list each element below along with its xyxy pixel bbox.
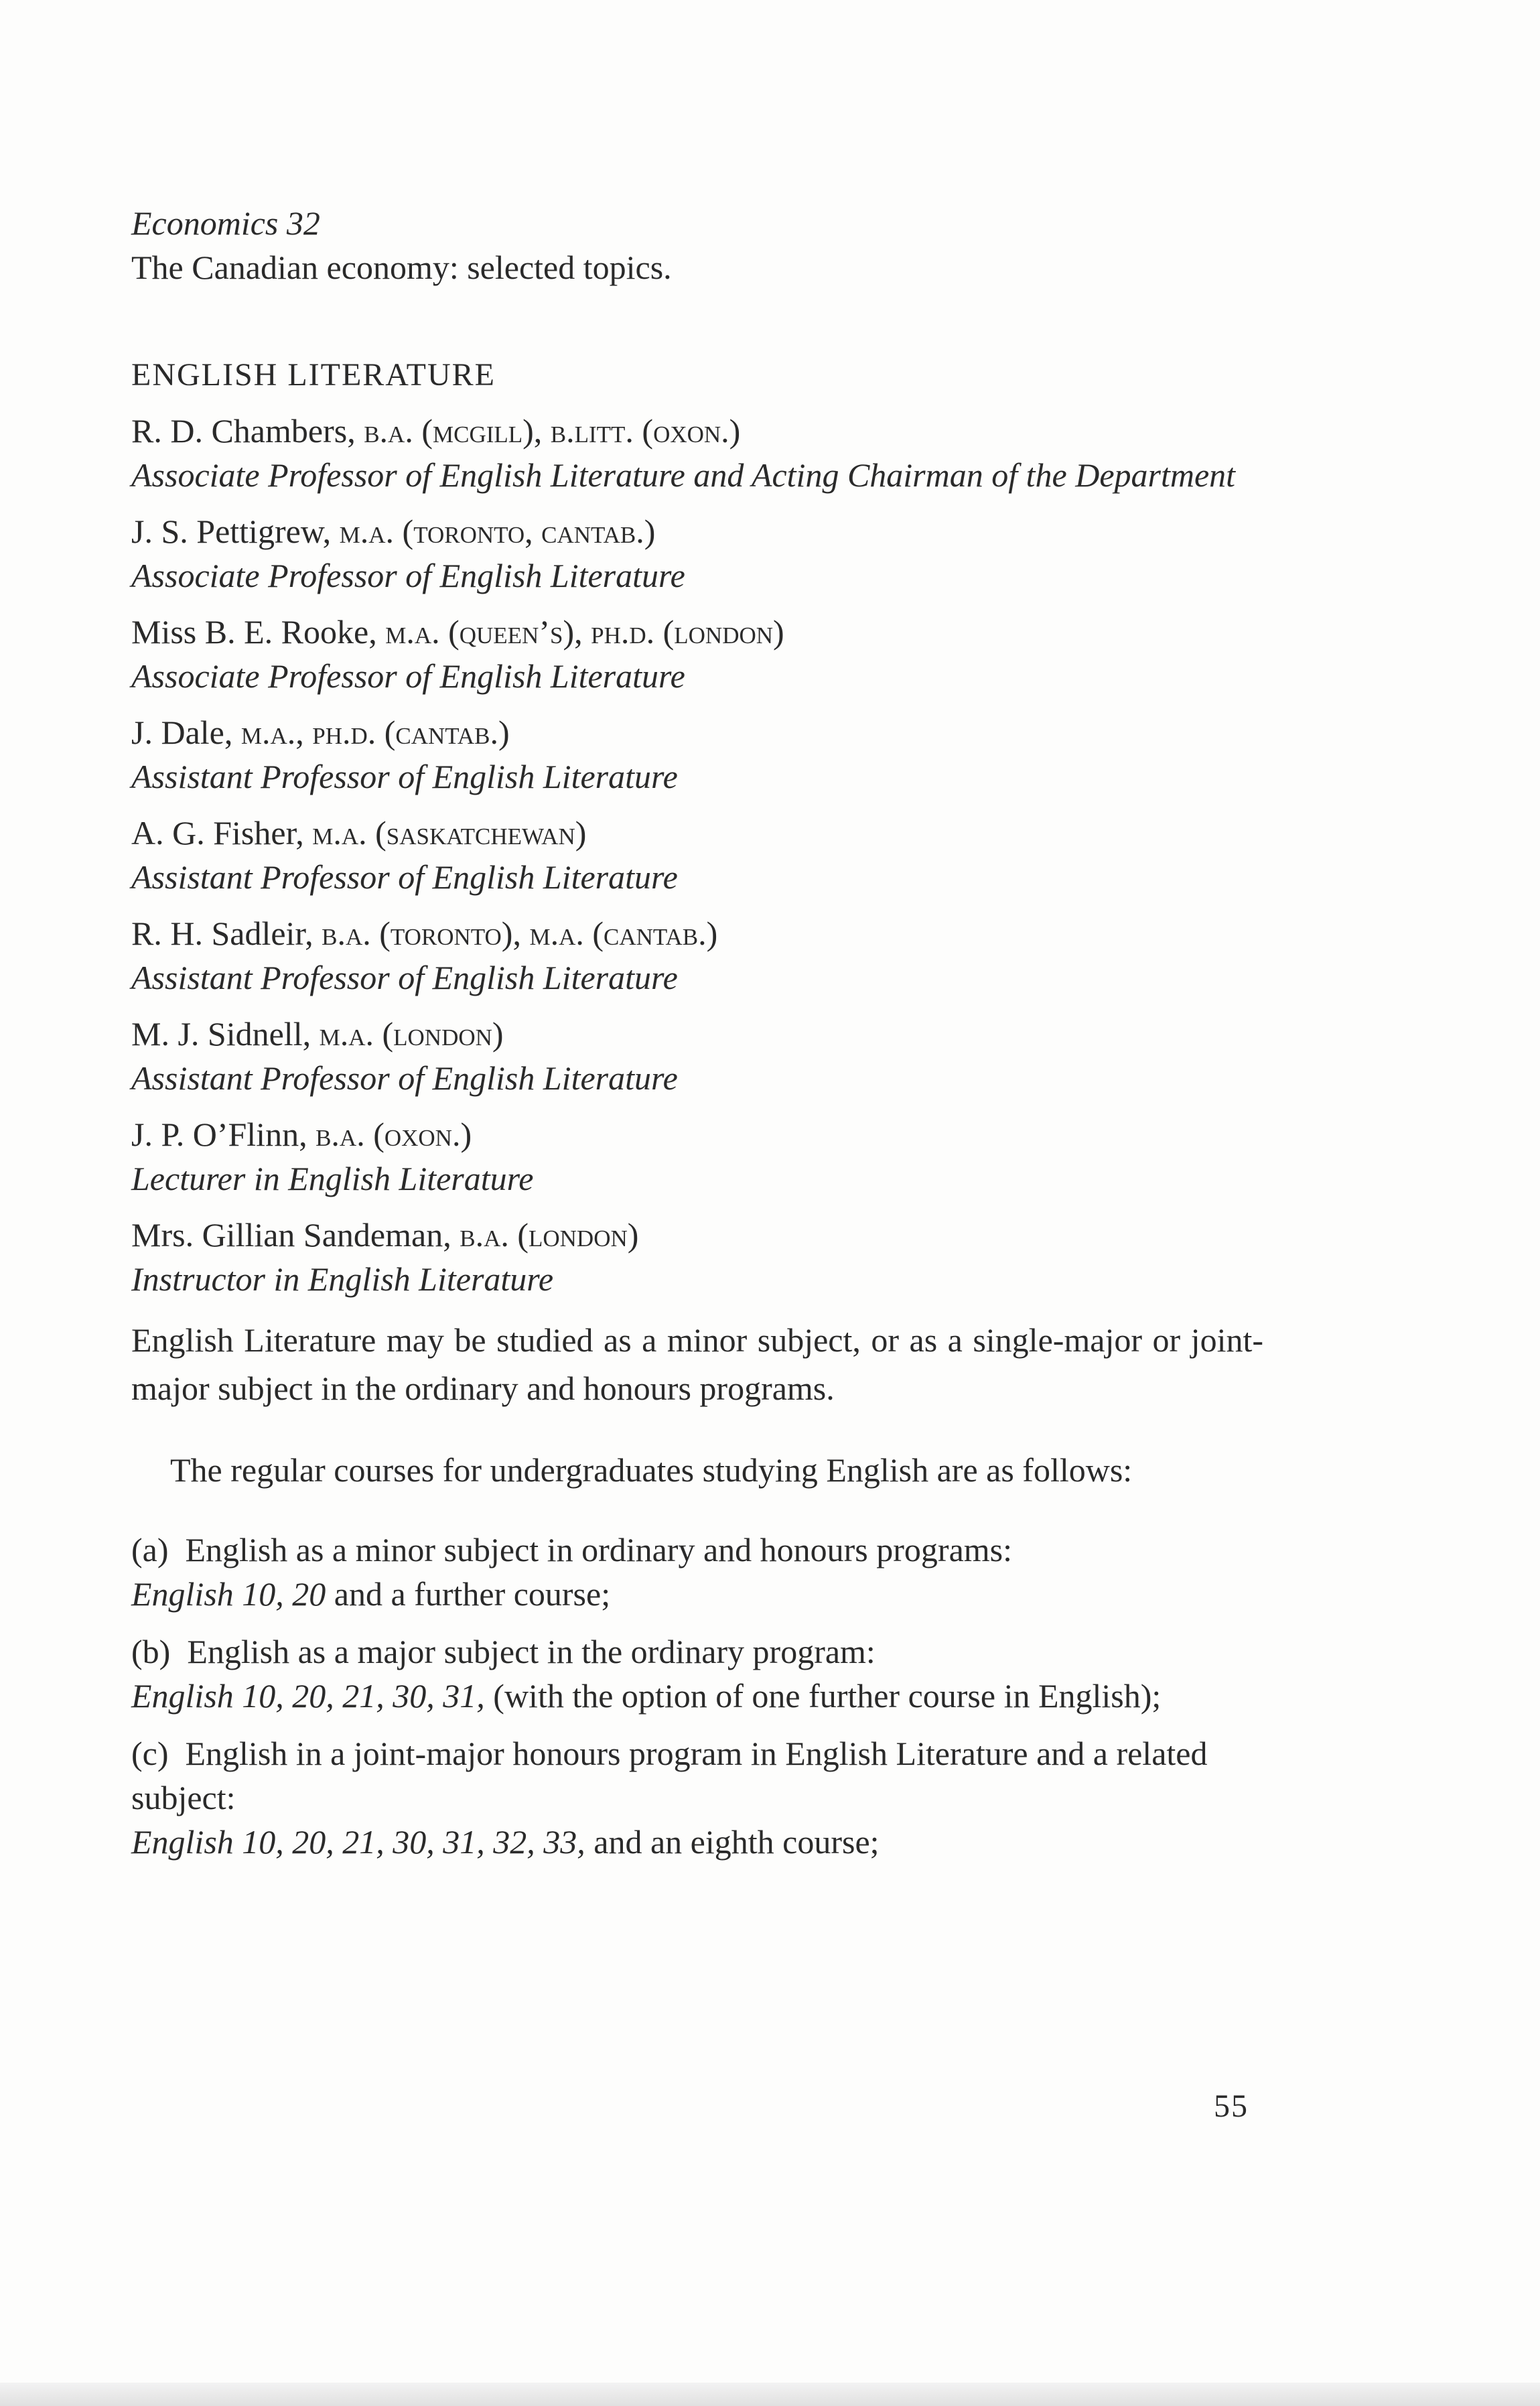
program-courses: English 10, 20, 21, 30, 31,	[131, 1677, 485, 1715]
faculty-name-line	[131, 1112, 1263, 1156]
faculty-degrees: m.a. (saskatchewan)	[312, 814, 587, 852]
faculty-entry	[131, 811, 1263, 899]
faculty-name-line	[131, 1012, 1263, 1056]
program-courses-line	[131, 1674, 1263, 1718]
economics-block	[131, 201, 1263, 289]
program-description	[131, 1528, 1263, 1572]
faculty-name-line	[131, 610, 1263, 654]
program-item	[131, 1731, 1263, 1864]
scan-edge-shadow	[0, 2383, 1540, 2406]
faculty-degrees: m.a. (queen’s), ph.d. (london)	[385, 613, 784, 651]
faculty-entry	[131, 509, 1263, 598]
faculty-name: R. H. Sadleir,	[131, 915, 313, 952]
faculty-entry	[131, 1012, 1263, 1100]
program-courses: English 10, 20, 21, 30, 31, 32, 33,	[131, 1823, 585, 1861]
course-description: The Canadian economy: selected topics.	[131, 249, 672, 286]
faculty-name-line	[131, 409, 1263, 453]
program-courses-line	[131, 1820, 1263, 1864]
faculty-name: Miss B. E. Rooke,	[131, 613, 377, 651]
faculty-degrees: b.a. (toronto), m.a. (cantab.)	[322, 915, 718, 952]
faculty-name: J. S. Pettigrew,	[131, 513, 332, 550]
faculty-name: A. G. Fisher,	[131, 814, 304, 852]
faculty-name-line	[131, 1213, 1263, 1257]
program-label: (b)	[131, 1633, 171, 1670]
program-label: (c)	[131, 1735, 169, 1772]
faculty-entry	[131, 710, 1263, 799]
faculty-title: Lecturer in English Literature	[131, 1160, 534, 1197]
faculty-name-line	[131, 811, 1263, 855]
program-item	[131, 1528, 1263, 1616]
program-courses-rest: and a further course;	[326, 1575, 611, 1613]
faculty-name: Mrs. Gillian Sandeman,	[131, 1216, 451, 1254]
program-description	[131, 1629, 1263, 1674]
faculty-name: R. D. Chambers,	[131, 412, 356, 450]
program-label: (a)	[131, 1531, 169, 1568]
program-courses-rest: and an eighth course;	[585, 1823, 880, 1861]
faculty-entry	[131, 1112, 1263, 1201]
program-text: English as a major subject in the ordinary program:	[187, 1633, 876, 1670]
faculty-title: Associate Professor of English Literature	[131, 657, 685, 695]
page-number: 55	[1214, 2088, 1249, 2124]
program-text: English in a joint-major honours program in English Literature and a related subject:	[131, 1735, 1208, 1816]
program-courses-rest: (with the option of one further course in English);	[484, 1677, 1162, 1715]
faculty-entry	[131, 409, 1263, 497]
faculty-name: J. Dale,	[131, 714, 233, 751]
section-heading: ENGLISH LITERATURE	[131, 357, 496, 393]
faculty-degrees: m.a., ph.d. (cantab.)	[240, 714, 510, 751]
program-courses-line	[131, 1572, 1263, 1616]
faculty-name: M. J. Sidnell,	[131, 1015, 311, 1053]
course-title: Economics 32	[131, 204, 320, 242]
faculty-title: Associate Professor of English Literature and Acting Chairman of the Department	[131, 456, 1236, 494]
program-text: English as a minor subject in ordinary and honours programs:	[185, 1531, 1012, 1568]
faculty-name-line	[131, 509, 1263, 553]
faculty-degrees: b.a. (mcgill), b.litt. (oxon.)	[364, 412, 741, 450]
page-content	[131, 201, 1263, 1864]
faculty-degrees: m.a. (toronto, cantab.)	[339, 513, 656, 550]
intro-paragraph: English Literature may be studied as a minor subject, or as a single-major or joint-major subject in the ordinary and honours programs.	[131, 1321, 1263, 1407]
program-description	[131, 1731, 1263, 1820]
faculty-name-line	[131, 911, 1263, 955]
faculty-title: Assistant Professor of English Literature	[131, 858, 678, 896]
faculty-title: Assistant Professor of English Literature	[131, 959, 678, 996]
faculty-entry	[131, 610, 1263, 698]
faculty-name-line	[131, 710, 1263, 754]
regular-courses-paragraph: The regular courses for undergraduates studying English are as follows:	[170, 1451, 1133, 1489]
faculty-title: Assistant Professor of English Literature	[131, 1059, 678, 1097]
program-courses: English 10, 20	[131, 1575, 326, 1613]
faculty-degrees: m.a. (london)	[319, 1015, 504, 1053]
program-item	[131, 1629, 1263, 1718]
faculty-title: Associate Professor of English Literature	[131, 557, 685, 594]
faculty-title: Assistant Professor of English Literature	[131, 758, 678, 795]
faculty-list	[131, 409, 1263, 1301]
faculty-entry	[131, 1213, 1263, 1301]
program-list	[131, 1528, 1263, 1864]
faculty-name: J. P. O’Flinn,	[131, 1116, 307, 1153]
faculty-degrees: b.a. (london)	[460, 1216, 639, 1254]
faculty-title: Instructor in English Literature	[131, 1260, 554, 1298]
faculty-degrees: b.a. (oxon.)	[316, 1116, 472, 1153]
faculty-entry	[131, 911, 1263, 1000]
